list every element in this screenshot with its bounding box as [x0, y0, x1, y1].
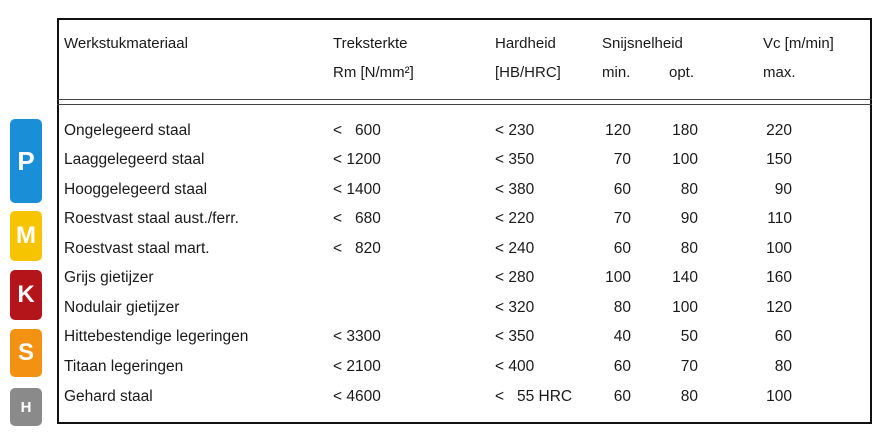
cell-tensile: < 820	[333, 240, 381, 257]
cell-material: Gehard staal	[64, 388, 153, 405]
cell-opt: 140	[672, 269, 698, 286]
cell-max: 80	[774, 358, 792, 375]
cell-min: 70	[613, 151, 631, 168]
cell-opt: 180	[672, 122, 698, 139]
header-cutting-speed: Snijsnelheid	[602, 35, 683, 52]
cell-tensile: < 680	[333, 210, 381, 227]
cell-opt: 80	[680, 388, 698, 405]
header-material: Werkstukmateriaal	[64, 35, 188, 52]
cell-hardness: < 220	[495, 210, 535, 227]
header-opt: opt.	[669, 64, 695, 81]
cell-tensile: < 4600	[333, 388, 381, 405]
cell-max: 160	[766, 269, 792, 286]
cell-opt: 50	[680, 328, 698, 345]
cell-material: Hittebestendige legeringen	[64, 328, 249, 345]
cell-opt: 100	[672, 151, 698, 168]
cell-tensile: < 1400	[333, 181, 381, 198]
cell-max: 220	[766, 122, 792, 139]
header-vc: Vc [m/min]	[763, 35, 834, 52]
iso-badge-p: P	[10, 119, 42, 203]
iso-badge-h: H	[10, 388, 42, 426]
cell-min: 120	[605, 122, 631, 139]
header-separator	[57, 104, 872, 105]
iso-badge-m: M	[10, 211, 42, 261]
cell-hardness: < 320	[495, 299, 535, 316]
iso-badge-s: S	[10, 329, 42, 377]
cell-material: Roestvast staal aust./ferr.	[64, 210, 239, 227]
cell-max: 150	[766, 151, 792, 168]
cell-min: 80	[613, 299, 631, 316]
cell-hardness: < 240	[495, 240, 535, 257]
cell-hardness: < 400	[495, 358, 535, 375]
header-tensile-unit: Rm [N/mm²]	[333, 64, 414, 81]
header-hardness: Hardheid	[495, 35, 556, 52]
header-max: max.	[763, 64, 796, 81]
cell-opt: 70	[680, 358, 698, 375]
cell-opt: 80	[680, 181, 698, 198]
cell-opt: 90	[680, 210, 698, 227]
cell-min: 100	[605, 269, 631, 286]
cell-max: 120	[766, 299, 792, 316]
cell-hardness: < 350	[495, 151, 535, 168]
header-hardness-unit: [HB/HRC]	[495, 64, 561, 81]
cell-tensile: < 1200	[333, 151, 381, 168]
cell-tensile: < 600	[333, 122, 381, 139]
cell-min: 60	[613, 358, 631, 375]
header-separator	[57, 99, 872, 100]
cell-material: Laaggelegeerd staal	[64, 151, 205, 168]
cell-material: Titaan legeringen	[64, 358, 184, 375]
header-min: min.	[602, 64, 631, 81]
cell-min: 70	[613, 210, 631, 227]
cell-max: 110	[767, 210, 792, 227]
cell-hardness: < 230	[495, 122, 535, 139]
cell-max: 100	[766, 240, 792, 257]
cell-max: 90	[774, 181, 792, 198]
cell-min: 60	[613, 240, 631, 257]
cell-opt: 80	[680, 240, 698, 257]
iso-badge-k: K	[10, 270, 42, 320]
cell-material: Hooggelegeerd staal	[64, 181, 208, 198]
cell-material: Roestvast staal mart.	[64, 240, 210, 257]
cell-opt: 100	[672, 299, 698, 316]
cell-min: 60	[613, 388, 631, 405]
cell-material: Nodulair gietijzer	[64, 299, 180, 316]
cell-max: 60	[774, 328, 792, 345]
cell-material: Ongelegeerd staal	[64, 122, 191, 139]
cell-hardness: < 280	[495, 269, 535, 286]
cell-max: 100	[766, 388, 792, 405]
cell-material: Grijs gietijzer	[64, 269, 154, 286]
cell-hardness: < 380	[495, 181, 535, 198]
cell-hardness: < 350	[495, 328, 535, 345]
cell-tensile: < 3300	[333, 328, 381, 345]
cell-min: 60	[613, 181, 631, 198]
header-tensile: Treksterkte	[333, 35, 408, 52]
cell-hardness: < 55 HRC	[495, 388, 573, 405]
cell-min: 40	[613, 328, 631, 345]
cell-tensile: < 2100	[333, 358, 381, 375]
